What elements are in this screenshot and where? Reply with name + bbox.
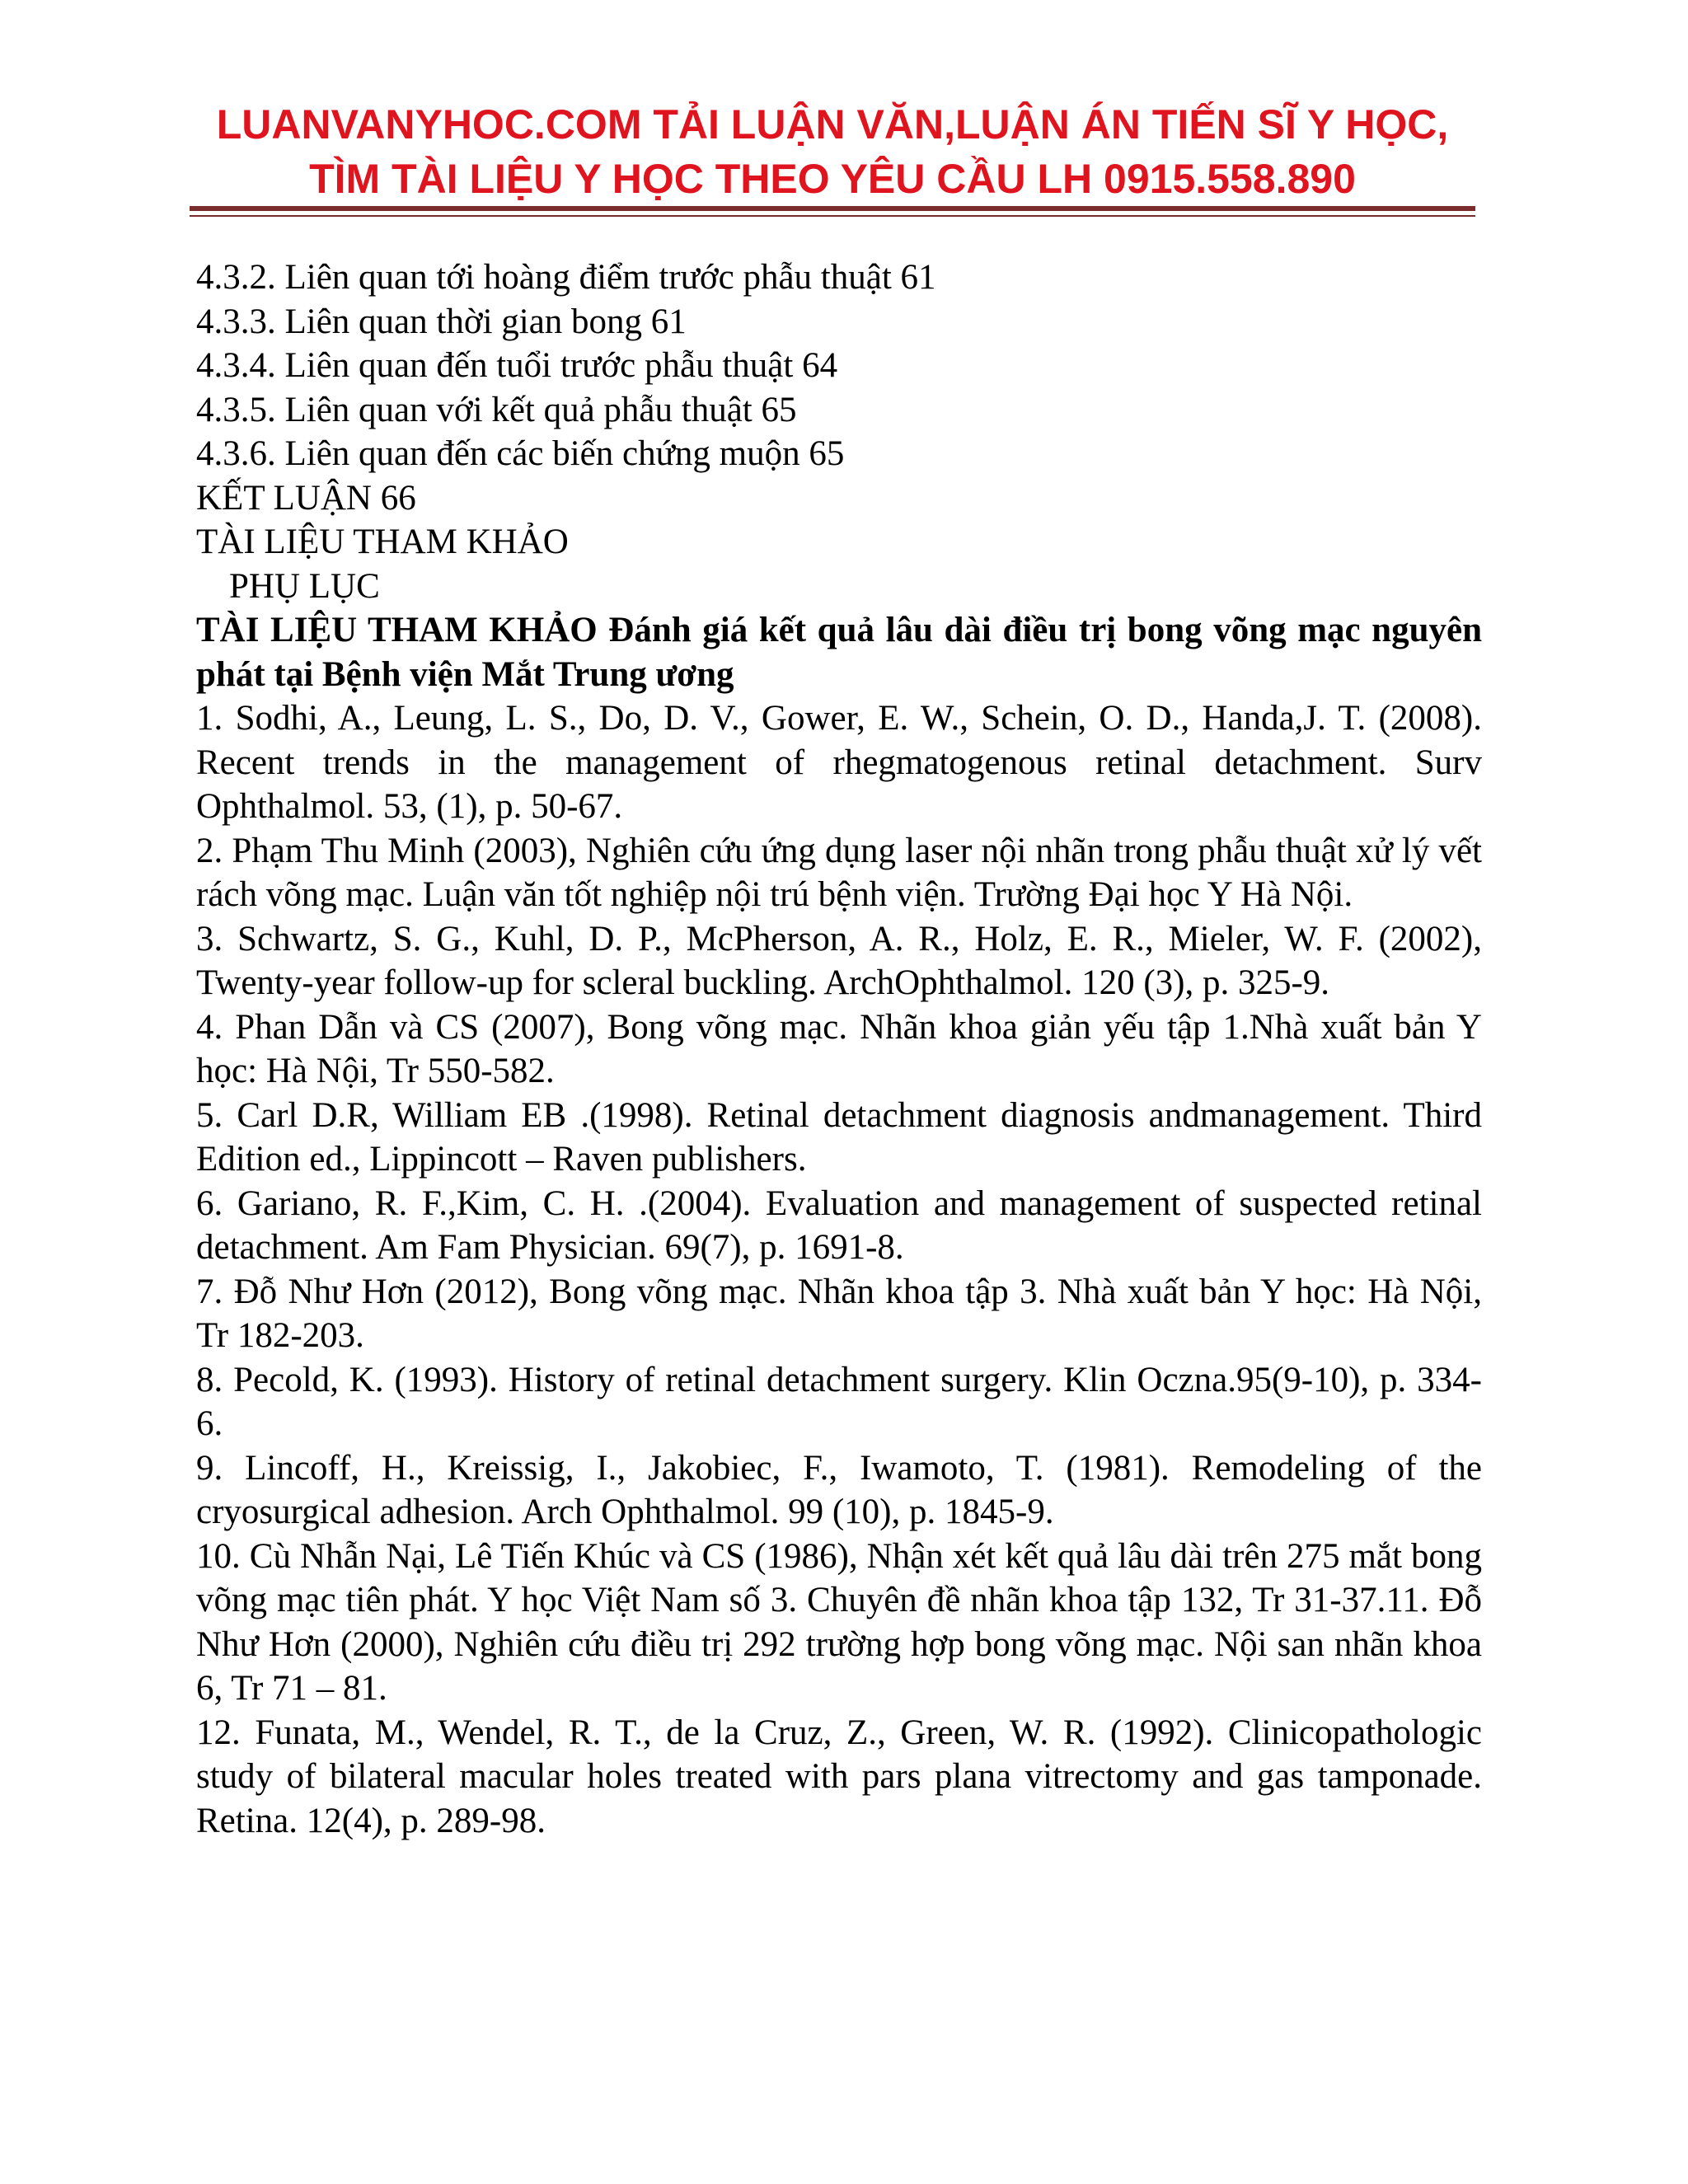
reference-item: 8. Pecold, K. (1993). History of retinal detachment surgery. Klin Oczna.95(9-10), p. 334-6.: [196, 1360, 1482, 1443]
references-heading: TÀI LIỆU THAM KHẢO Đánh giá kết quả lâu dài điều trị bong võng mạc nguyên phát tại Bệnh viện Mắt Trung ương: [196, 611, 1482, 694]
toc-item: 4.3.6. Liên quan đến các biến chứng muộn 65: [196, 434, 845, 473]
header-divider-thin: [190, 215, 1475, 217]
reference-item: 6. Gariano, R. F.,Kim, C. H. .(2004). Evaluation and management of suspected retinal detachment. Am Fam Physician. 69(7), p. 1691-8.: [196, 1183, 1482, 1267]
toc-item: TÀI LIỆU THAM KHẢO: [196, 523, 569, 561]
reference-item: 4. Phan Dẫn và CS (2007), Bong võng mạc. Nhãn khoa giản yếu tập 1.Nhà xuất bản Y học: Hà Nội, Tr 550-582.: [196, 1007, 1482, 1090]
header-line-2: TÌM TÀI LIỆU Y HỌC THEO YÊU CẦU LH 0915.558.890: [309, 156, 1356, 202]
reference-item: 3. Schwartz, S. G., Kuhl, D. P., McPherson, A. R., Holz, E. R., Mieler, W. F. (2002), Twenty-year follow-up for scleral buckling. ArchOphthalmol. 120 (3), p. 325-9.: [196, 919, 1482, 1002]
header-divider-thick: [190, 206, 1475, 211]
toc-item: KẾT LUẬN 66: [196, 478, 416, 518]
toc-item: 4.3.3. Liên quan thời gian bong 61: [196, 302, 687, 341]
reference-item: 5. Carl D.R, William EB .(1998). Retinal detachment diagnosis andmanagement. Third Edition ed., Lippincott – Raven publishers.: [196, 1095, 1482, 1179]
document-body: [196, 255, 1482, 1843]
reference-item: 10. Cù Nhẫn Nại, Lê Tiến Khúc và CS (1986), Nhận xét kết quả lâu dài trên 275 mắt bong võng mạc tiên phát. Y học Việt Nam số 3. Chuyên đề nhãn khoa tập 132, Tr 31-37.11. Đỗ Như Hơn (2000), Nghiên cứu điều trị 292 trường hợp bong võng mạc. Nội san nhãn khoa 6, Tr 71 – 81.: [196, 1536, 1482, 1708]
toc-item: PHỤ LỤC: [229, 566, 380, 606]
reference-item: 12. Funata, M., Wendel, R. T., de la Cruz, Z., Green, W. R. (1992). Clinicopathologic study of bilateral macular holes treated with pars plana vitrectomy and gas tamponade. Retina. 12(4), p. 289-98.: [196, 1713, 1482, 1840]
page-header: [190, 97, 1475, 206]
header-line-1: LUANVANYHOC.COM TẢI LUẬN VĂN,LUẬN ÁN TIẾN SĨ Y HỌC,: [216, 101, 1449, 148]
reference-item: 7. Đỗ Như Hơn (2012), Bong võng mạc. Nhãn khoa tập 3. Nhà xuất bản Y học: Hà Nội, Tr 182-203.: [196, 1272, 1482, 1355]
reference-item: 1. Sodhi, A., Leung, L. S., Do, D. V., Gower, E. W., Schein, O. D., Handa,J. T. (2008). Recent trends in the management of rhegmatogenous retinal detachment. Surv Ophthalmol. 53, (1), p. 50-67.: [196, 699, 1482, 826]
reference-item: 2. Phạm Thu Minh (2003), Nghiên cứu ứng dụng laser nội nhãn trong phẫu thuật xử lý vết rách võng mạc. Luận văn tốt nghiệp nội trú bệnh viện. Trường Đại học Y Hà Nội.: [196, 831, 1482, 914]
toc-item: 4.3.2. Liên quan tới hoàng điểm trước phẫu thuật 61: [196, 258, 936, 297]
reference-item: 9. Lincoff, H., Kreissig, I., Jakobiec, F., Iwamoto, T. (1981). Remodeling of the cryosurgical adhesion. Arch Ophthalmol. 99 (10), p. 1845-9.: [196, 1448, 1482, 1531]
toc-item: 4.3.4. Liên quan đến tuổi trước phẫu thuật 64: [196, 346, 838, 385]
toc-item: 4.3.5. Liên quan với kết quả phẫu thuật 65: [196, 390, 797, 429]
